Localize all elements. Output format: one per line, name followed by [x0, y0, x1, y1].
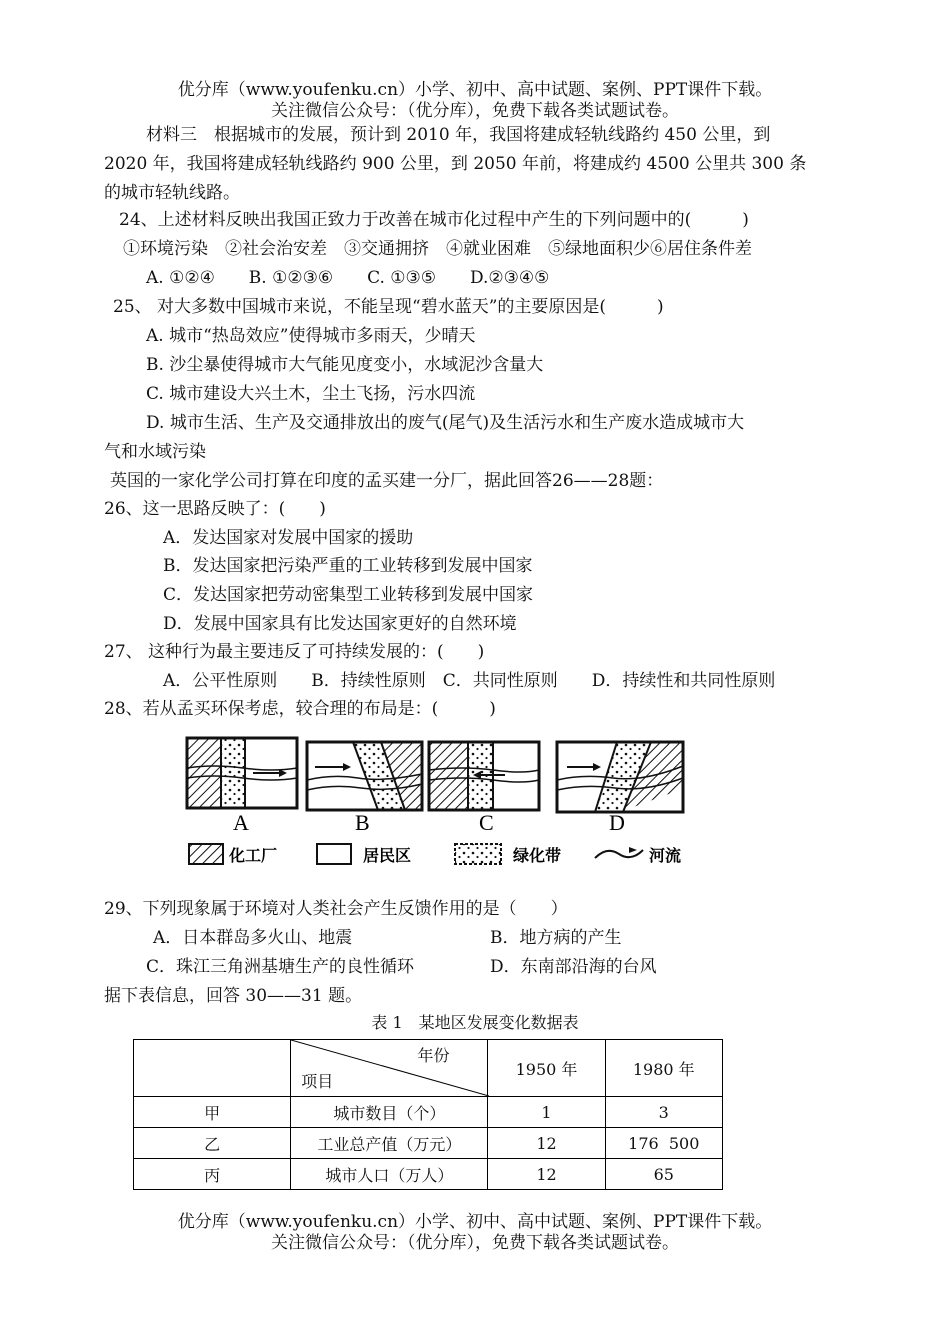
legend-factory-label: 化工厂 — [229, 846, 278, 865]
row-item: 工业总产值（万元） — [291, 1128, 488, 1159]
table-header-corner — [291, 1040, 488, 1097]
row-value-1980: 65 — [605, 1159, 722, 1190]
table-header-row — [134, 1040, 723, 1097]
q25-option-a: A. 城市“热岛效应”使得城市多雨天，少晴天 — [146, 326, 476, 346]
table-row — [134, 1097, 723, 1128]
row-value-1950: 12 — [488, 1128, 605, 1159]
layout-label-d: D — [609, 810, 625, 835]
material3-line-1: 材料三 根据城市的发展，预计到 2010 年，我国将建成轻轨线路约 450 公里，到 — [146, 125, 771, 145]
layout-label-c: C — [479, 810, 494, 835]
layout-label-b: B — [355, 810, 370, 835]
footer-line-1: 优分库（www.youfenku.cn）小学、初中、高中试题、案例、PPT课件下载。 — [177, 1212, 773, 1232]
layout-a-diagram — [187, 738, 297, 808]
layout-label-a: A — [233, 810, 249, 835]
layout-d-diagram — [557, 742, 683, 812]
table-caption: 表 1 某地区发展变化数据表 — [371, 1013, 579, 1032]
table-header-1980: 1980 年 — [605, 1040, 722, 1097]
q27-stem: 27、 这种行为最主要违反了可持续发展的：( ) — [104, 642, 485, 662]
q25-option-c: C. 城市建设大兴土木，尘土飞扬，污水四流 — [146, 384, 476, 404]
q26-28-intro: 英国的一家化学公司打算在印度的孟买建一分厂，据此回答26——28题： — [110, 471, 664, 491]
q24-stem: 24、上述材料反映出我国正致力于改善在城市化过程中产生的下列问题中的( ) — [119, 210, 749, 230]
q27-choices: A．公平性原则 B．持续性原则 C．共同性原则 D．持续性和共同性原则 — [163, 671, 776, 691]
corner-item-label: 项目 — [301, 1072, 334, 1091]
legend-river-label: 河流 — [649, 846, 682, 865]
material3-line-3: 的城市轻轨线路。 — [104, 183, 240, 203]
data-table — [133, 1039, 723, 1190]
material3-line-2: 2020 年，我国将建成轻轨线路约 900 公里，到 2050 年前，将建成约 4500 公里共 300 条 — [104, 154, 807, 174]
row-key: 甲 — [134, 1097, 291, 1128]
q29-option-c: C．珠江三角洲基塘生产的良性循环 — [146, 957, 415, 977]
row-value-1950: 1 — [488, 1097, 605, 1128]
header-line-1: 优分库（www.youfenku.cn）小学、初中、高中试题、案例、PPT课件下载。 — [177, 80, 773, 100]
row-value-1950: 12 — [488, 1159, 605, 1190]
layout-c-diagram — [429, 742, 539, 810]
header-line-2: 关注微信公众号：（优分库），免费下载各类试题试卷。 — [271, 101, 679, 121]
layout-figure — [183, 734, 693, 874]
table-row — [134, 1128, 723, 1159]
table-header-1950: 1950 年 — [488, 1040, 605, 1097]
legend-river-swatch — [595, 850, 643, 858]
legend-residential-label: 居民区 — [363, 846, 412, 865]
q26-option-d: D．发展中国家具有比发达国家更好的自然环境 — [163, 614, 517, 634]
q29-option-b: B．地方病的产生 — [490, 928, 622, 948]
q24-items: ①环境污染 ②社会治安差 ③交通拥挤 ④就业困难 ⑤绿地面积少⑥居住条件差 — [123, 239, 752, 259]
q29-option-d: D．东南部沿海的台风 — [490, 957, 657, 977]
legend-factory-swatch — [189, 844, 223, 864]
legend-greenbelt-label: 绿化带 — [513, 846, 562, 865]
q24-choices: A. ①②④ B. ①②③⑥ C. ①③⑤ D.②③④⑤ — [146, 268, 550, 288]
row-item: 城市数目（个） — [291, 1097, 488, 1128]
q25-option-b: B. 沙尘暴使得城市大气能见度变小，水域泥沙含量大 — [146, 355, 544, 375]
q29-stem: 29、下列现象属于环境对人类社会产生反馈作用的是（ ） — [104, 899, 568, 919]
q26-option-a: A．发达国家对发展中国家的援助 — [163, 528, 414, 548]
q29-option-a: A．日本群岛多火山、地震 — [153, 928, 353, 948]
q28-stem: 28、若从孟买环保考虑，较合理的布局是：( ) — [104, 699, 496, 719]
corner-year-label: 年份 — [417, 1046, 450, 1065]
layout-b-diagram — [307, 742, 422, 810]
row-value-1980: 3 — [605, 1097, 722, 1128]
legend-residential-swatch — [317, 844, 351, 864]
table-header-key — [134, 1040, 291, 1097]
footer-line-2: 关注微信公众号：（优分库），免费下载各类试题试卷。 — [271, 1233, 679, 1253]
table-row — [134, 1159, 723, 1190]
row-item: 城市人口（万人） — [291, 1159, 488, 1190]
q26-stem: 26、这一思路反映了：( ) — [104, 499, 326, 519]
legend-greenbelt-swatch — [455, 844, 501, 864]
q26-option-c: C．发达国家把劳动密集型工业转移到发展中国家 — [163, 585, 534, 605]
q25-option-d: D. 城市生活、生产及交通排放出的废气(尾气)及生活污水和生产废水造成城市大 — [146, 413, 745, 433]
row-key: 乙 — [134, 1128, 291, 1159]
row-value-1980: 176 500 — [605, 1128, 722, 1159]
q26-option-b: B．发达国家把污染严重的工业转移到发展中国家 — [163, 556, 533, 576]
row-key: 丙 — [134, 1159, 291, 1190]
figure-legend — [189, 844, 681, 865]
q25-stem: 25、 对大多数中国城市来说，不能呈现“碧水蓝天”的主要原因是( ) — [113, 297, 664, 317]
q25-option-d-cont: 气和水域污染 — [104, 442, 206, 462]
q30-31-intro: 据下表信息，回答 30——31 题。 — [104, 986, 363, 1006]
